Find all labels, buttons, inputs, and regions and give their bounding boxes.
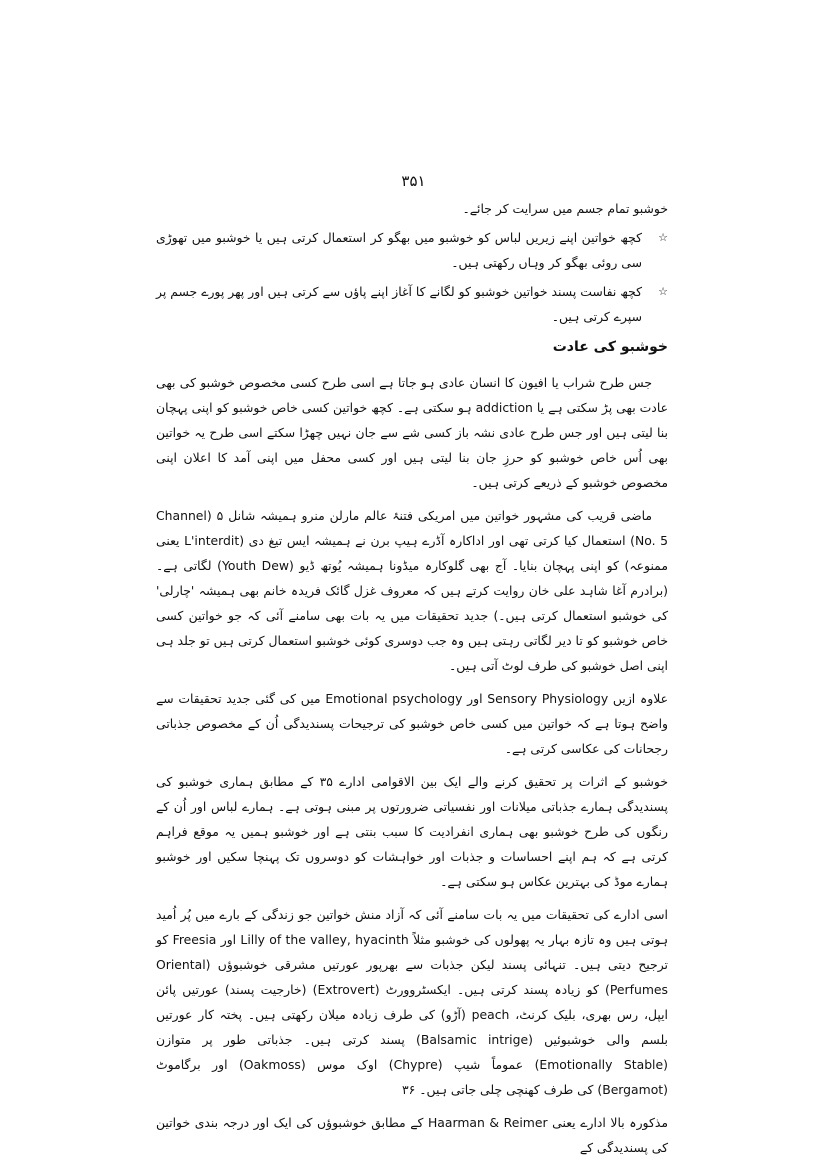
paragraph: علاوہ ازیں Sensory Physiology اور Emotional psychology میں کی گئی جدید تحقیقات سے واضح ہوتا ہے کہ خواتین میں کسی خاص خوشبو کی ترجیحات پسندیدگی اُن کے مخصوص جذباتی رجحانات کی عکاسی کرتی ہے۔	[156, 691, 669, 756]
bullet-text: کچھ نفاست پسند خواتین خوشبو کو لگانے کا آغاز اپنے پاؤں سے کرتی ہیں اور پھر پورے جسم پر سپرے کرتی ہیں۔	[156, 284, 642, 324]
paragraph: جس طرح شراب یا افیون کا انسان عادی ہو جاتا ہے اسی طرح کسی مخصوص خوشبو کی بھی عادت بھی پڑ سکتی ہے یا addiction ہو سکتی ہے۔ کچھ خواتین کسی خاص خوشبو کو اپنی پہچان بنا لیتی ہیں اور جس طرح عادی نشہ باز کسی شے سے جان نہیں چھڑا سکتے اسی طرح یہ خواتین بھی اُس خاص خوشبو کو حرزِ جان بنا لیتی ہیں اور کسی محفل میں اپنی آمد کا اعلان اپنی مخصوص خوشبو کے ذریعے کرتی ہیں۔	[156, 375, 668, 490]
bullet-item	[156, 225, 668, 275]
paragraph: خوشبو کے اثرات پر تحقیق کرنے والے ایک بین الاقوامی ادارے ۳۵ کے مطابق ہماری خوشبو کی پسندیدگی ہمارے جذباتی میلانات اور نفسیاتی ضرورتوں پر مبنی ہوتی ہے۔ ہمارے لباس اور اُن کے رنگوں کی طرح خوشبو بھی ہماری انفرادیت کا سبب بنتی ہے اور خوشبو ہمیں یہ موقع فراہم کرتی ہے کہ ہم اپنے احساسات و جذبات اور خواہشات کو دوسروں تک پہنچا سکیں اور خوشبو ہمارے موڈ کی بہترین عکاس ہو سکتی ہے۔	[156, 774, 668, 889]
paragraph: مذکورہ بالا ادارے یعنی Haarman & Reimer کے مطابق خوشبوؤں کی ایک اور درجہ بندی خواتین کی پسندیدگی کے	[156, 1115, 668, 1155]
paragraph: اسی ادارے کی تحقیقات میں یہ بات سامنے آئی کہ آزاد منش خواتین جو زندگی کے بارے میں پُر اُمید ہوتی ہیں وہ تازہ بہار یہ پھولوں کی خوشبو مثلاً Lilly of the valley, hyacinth اور Freesia کو ترجیح دیتی ہیں۔ تنہائی پسند لیکن جذبات سے بھرپور عورتیں مشرقی خوشبوؤں (Oriental Perfumes) کو زیادہ پسند کرتی ہیں۔ ایکسٹروورٹ (Extrovert) (خارجیت پسند) عورتیں پائن ایپل، رس بھری، بلیک کرنٹ، peach (آڑو) کی طرف زیادہ میلان رکھتی ہیں۔ پختہ کار عورتیں بلسم والی خوشبوئیں (Balsamic intrige) پسند کرتی ہیں۔ جذباتی طور پر متوازن (Emotionally Stable) عموماً شیپ (Chypre) اوک موس (Oakmoss) اور برگاموٹ (Bergamot) کی طرف کھنچی چلی جاتی ہیں۔ ۳۶	[156, 907, 669, 1097]
bullet-item	[156, 279, 668, 329]
star-outline-icon: ☆	[658, 285, 668, 298]
intro-line: خوشبو تمام جسم میں سرایت کر جائے۔	[462, 201, 668, 216]
bullet-list	[156, 225, 668, 329]
page-body	[156, 196, 668, 1168]
star-outline-icon: ☆	[658, 231, 668, 244]
page-number: ۳۵۱	[401, 172, 426, 190]
bullet-text: کچھ خواتین اپنے زیریں لباس کو خوشبو میں بھگو کر استعمال کرتی ہیں یا خوشبو میں تھوڑی سی روئی بھگو کر وہاں رکھتی ہیں۔	[156, 230, 642, 270]
paragraph: ماضی قریب کی مشہور خواتین میں امریکی فتنۂ عالم مارلن منرو ہمیشہ شانل ۵ (Channel No. 5) استعمال کیا کرتی تھی اور اداکارہ آڈرے ہیپ برن نے ہمیشہ ایس تیغ دی (L'interdit یعنی ممنوعہ) کو اپنی پہچان بنایا۔ آج بھی گلوکارہ میڈونا ہمیشہ یُوتھ ڈیو (Youth Dew) لگاتی ہے۔ (برادرم آغا شاہد علی خان روایت کرتے ہیں کہ معروف غزل گائک فریدہ خانم بھی ہمیشہ 'چارلی' کی خوشبو استعمال کرتی ہیں۔) جدید تحقیقات میں یہ بات بھی سامنے آئی کہ جو خواتین کسی خاص خوشبو کو تا دیر لگاتی رہتی ہیں وہ جب دوسری کوئی خوشبو استعمال کرتی ہیں تو جلد ہی اپنی اصل خوشبو کی طرف لوٹ آتی ہیں۔	[156, 508, 668, 673]
section-heading: خوشبو کی عادت	[552, 339, 668, 355]
